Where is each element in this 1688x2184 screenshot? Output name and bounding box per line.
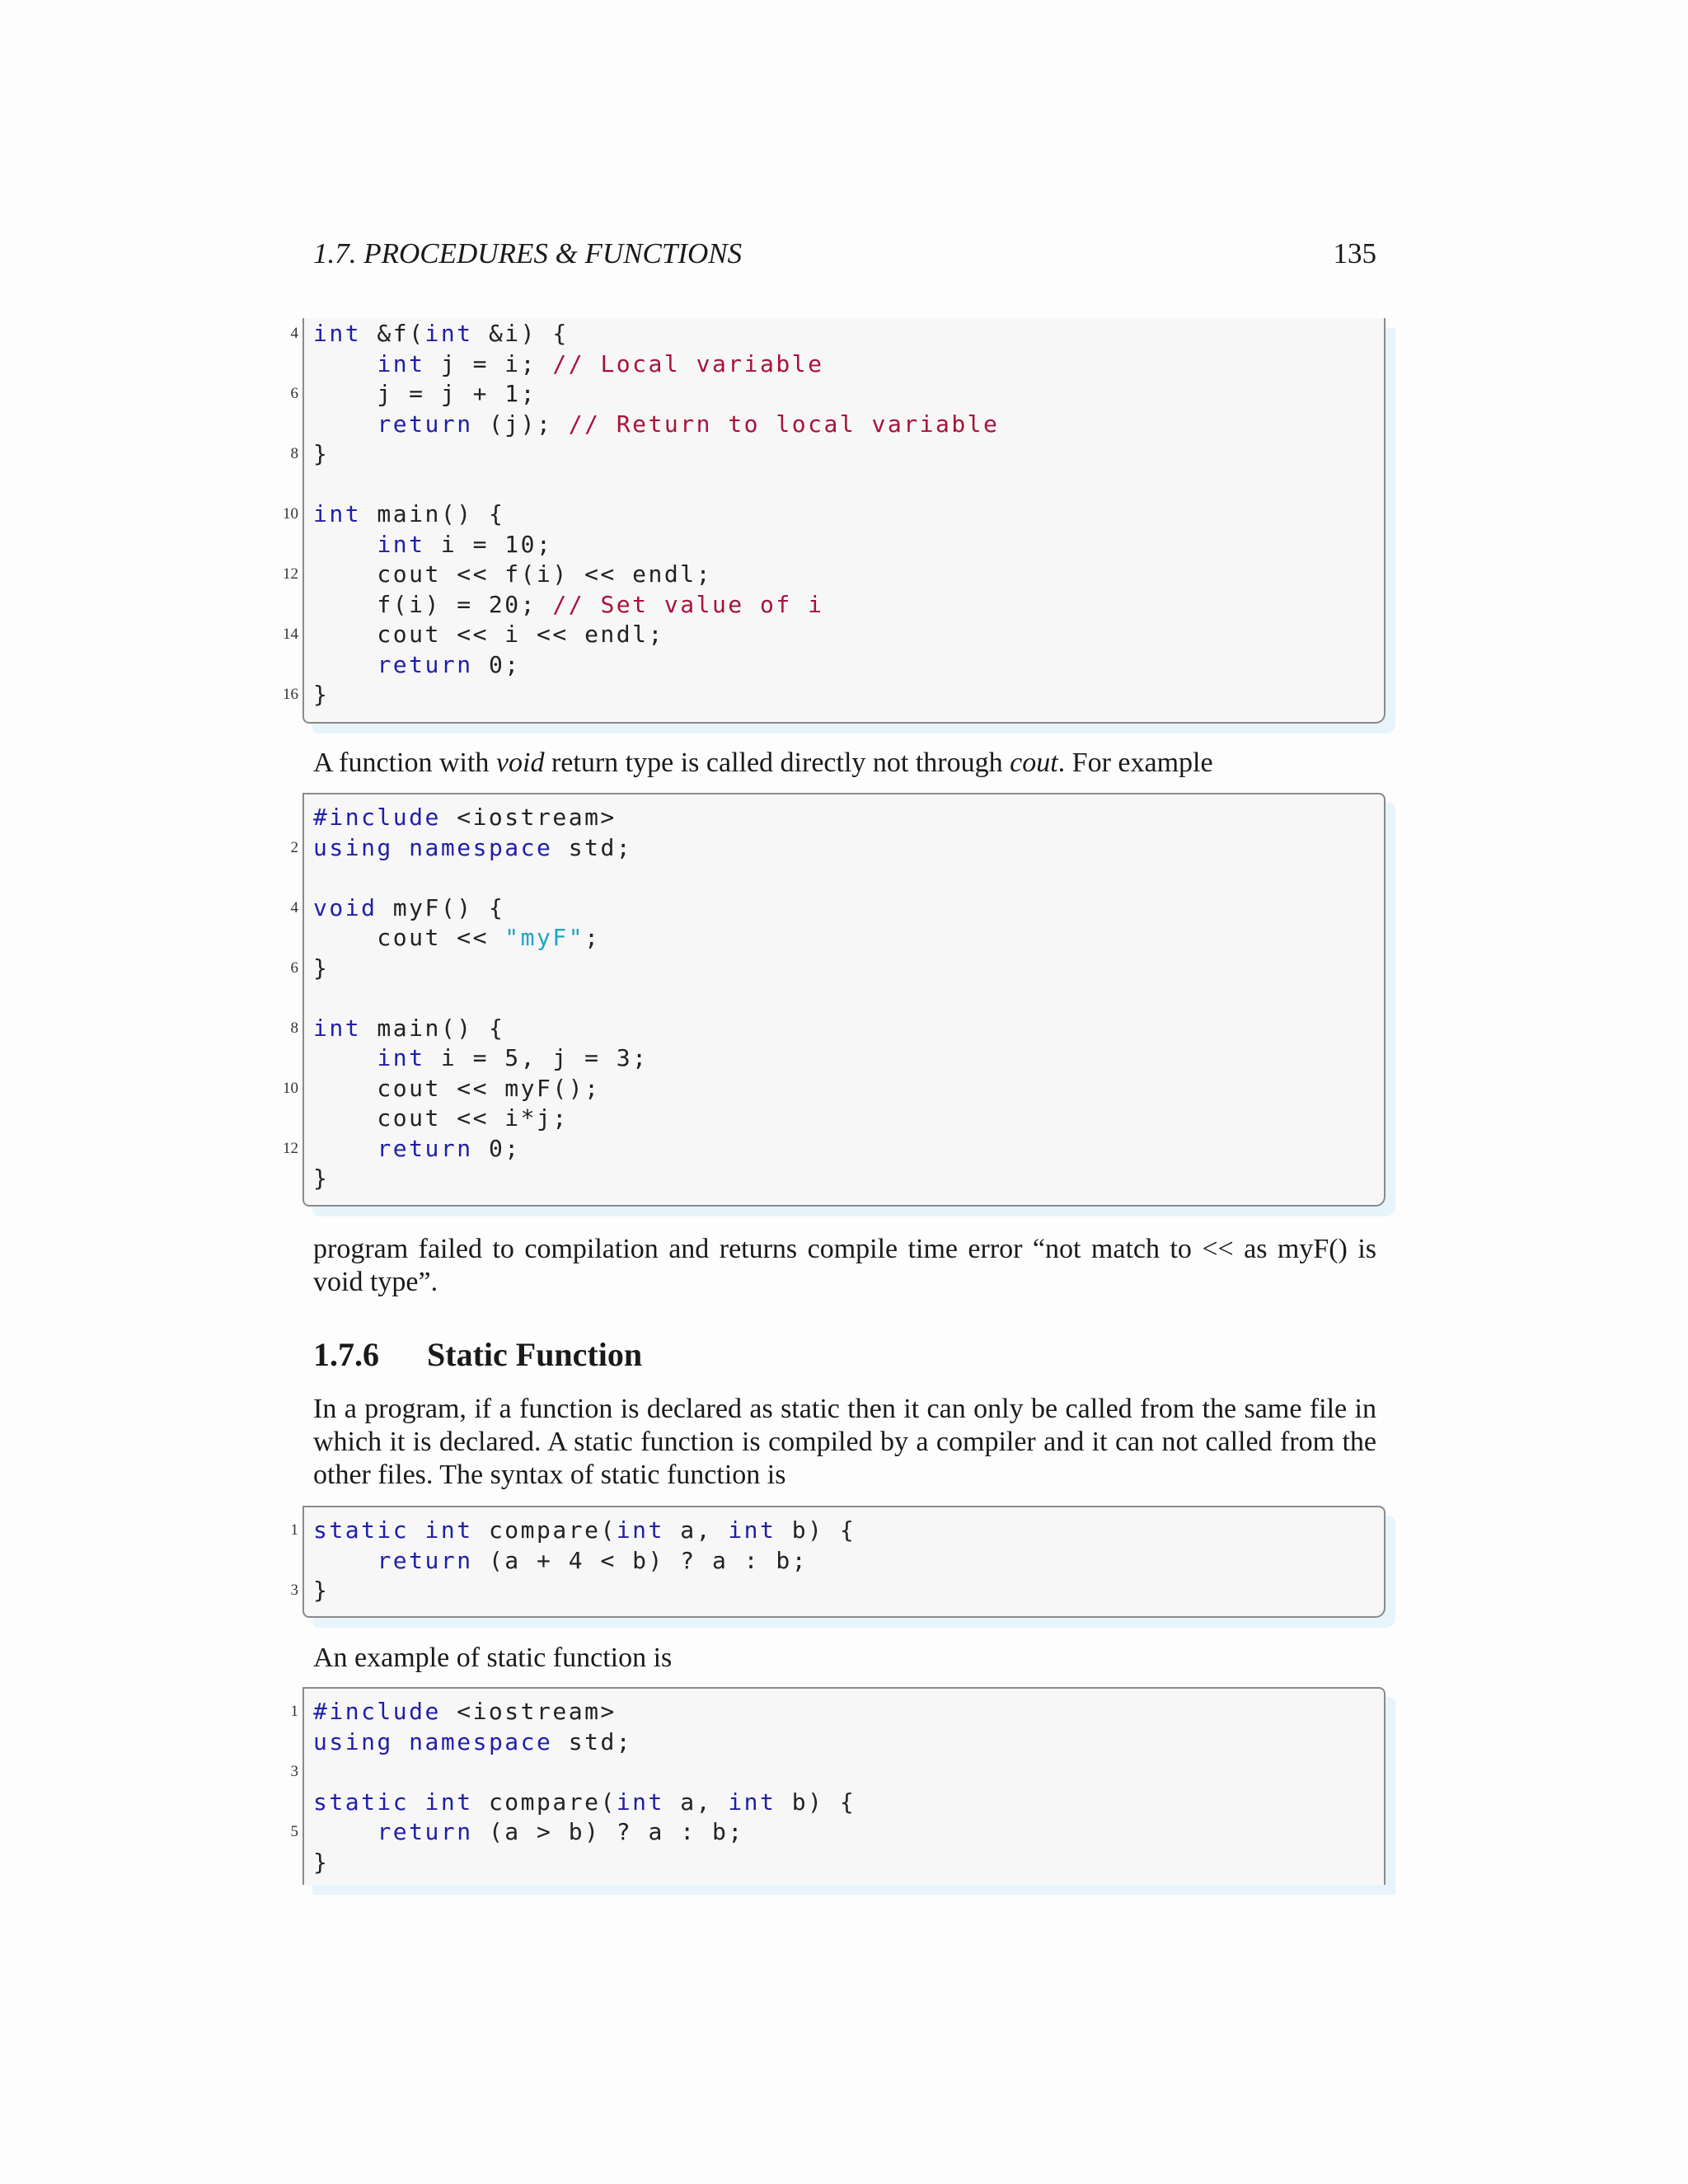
code-line: } bbox=[313, 440, 330, 467]
line-number: 8 bbox=[290, 1019, 298, 1037]
section-title: Static Function bbox=[427, 1336, 643, 1373]
code-line: int main() { bbox=[313, 1014, 505, 1042]
code-line: return 0; bbox=[377, 650, 521, 678]
code-line: int &f(int &i) { bbox=[313, 320, 569, 347]
page-header bbox=[313, 237, 1376, 270]
line-number: 14 bbox=[283, 626, 298, 643]
section-heading bbox=[313, 1335, 642, 1374]
code-line: int j = i; // Local variable bbox=[377, 349, 824, 377]
emph-void: void bbox=[495, 748, 545, 778]
emph-cout: cout bbox=[1010, 748, 1058, 778]
line-number bbox=[264, 469, 298, 499]
code-line: using namespace std; bbox=[313, 833, 633, 861]
line-number bbox=[264, 409, 298, 439]
code-line: int i = 10; bbox=[377, 530, 553, 558]
paragraph-void-intro: A function with void return type is called directly not through cout. For example bbox=[313, 748, 1213, 778]
code-line: cout << "myF"; bbox=[313, 924, 601, 951]
line-number: 12 bbox=[283, 1139, 298, 1157]
paragraph-static-intro: In a program, if a function is declared as static then it can only be called from the same file in which it is declared. A static function is compiled by a compiler and it can not called from the other files. The syntax of static function is bbox=[313, 1394, 1376, 1490]
code-line: #include <iostream> bbox=[313, 1698, 617, 1725]
code-line: } bbox=[313, 1848, 330, 1876]
line-number: 4 bbox=[290, 898, 298, 916]
line-number bbox=[264, 1043, 298, 1073]
paragraph-static-example: An example of static function is bbox=[313, 1643, 673, 1673]
line-number: 8 bbox=[290, 445, 298, 462]
code-line: } bbox=[313, 1577, 330, 1604]
code-line: cout << i << endl; bbox=[313, 621, 664, 648]
code-line: return (a > b) ? a : b; bbox=[377, 1818, 744, 1845]
line-number bbox=[264, 1163, 298, 1193]
line-number: 6 bbox=[290, 958, 298, 977]
code-line: using namespace std; bbox=[313, 1727, 633, 1755]
line-number: 10 bbox=[283, 505, 298, 523]
code-line: f(i) = 20; // Set value of i bbox=[313, 590, 824, 618]
line-number bbox=[264, 349, 298, 379]
line-number: 1 bbox=[290, 1703, 298, 1720]
line-number bbox=[264, 1787, 298, 1817]
code-line: return (j); // Return to local variable bbox=[377, 410, 1000, 438]
page-number: 135 bbox=[1333, 237, 1376, 269]
code-line: int i = 5, j = 3; bbox=[377, 1044, 649, 1071]
code-line: cout << myF(); bbox=[313, 1074, 601, 1102]
line-number: 16 bbox=[283, 686, 298, 703]
line-number: 6 bbox=[290, 385, 298, 402]
paragraph-compile-error: program failed to compilation and returns compile time error “not match to << as myF() is void type”. bbox=[313, 1234, 1376, 1297]
line-number bbox=[264, 529, 298, 560]
code-line: int main() { bbox=[313, 500, 505, 527]
line-number bbox=[264, 922, 298, 953]
code-line: return 0; bbox=[377, 1134, 521, 1162]
code-line: cout << i*j; bbox=[313, 1104, 569, 1132]
line-number bbox=[264, 982, 298, 1013]
code-line: } bbox=[313, 1165, 330, 1192]
running-title: 1.7. PROCEDURES & FUNCTIONS bbox=[313, 237, 743, 269]
code-line: #include <iostream> bbox=[313, 804, 617, 831]
code-line: } bbox=[313, 954, 330, 982]
line-number bbox=[264, 862, 298, 893]
line-number bbox=[264, 1847, 298, 1877]
code-line: static int compare(int a, int b) { bbox=[313, 1788, 856, 1816]
line-number: 1 bbox=[290, 1521, 298, 1539]
code-line: void myF() { bbox=[313, 893, 505, 921]
code-line: cout << f(i) << endl; bbox=[313, 560, 712, 588]
code-line: return (a + 4 < b) ? a : b; bbox=[377, 1546, 809, 1574]
line-number bbox=[264, 1103, 298, 1133]
line-number: 10 bbox=[283, 1079, 298, 1097]
code-line: j = j + 1; bbox=[313, 380, 537, 407]
line-number bbox=[264, 1545, 298, 1576]
line-number: 3 bbox=[290, 1763, 298, 1780]
section-number: 1.7.6 bbox=[313, 1336, 379, 1373]
code-line: } bbox=[313, 681, 330, 708]
line-number bbox=[264, 649, 298, 680]
line-number: 2 bbox=[290, 838, 298, 856]
line-number bbox=[264, 802, 298, 832]
line-number bbox=[264, 1727, 298, 1757]
line-number bbox=[264, 589, 298, 620]
line-number: 5 bbox=[290, 1823, 298, 1840]
code-line: static int compare(int a, int b) { bbox=[313, 1516, 856, 1544]
line-number: 3 bbox=[290, 1582, 298, 1599]
line-number: 4 bbox=[290, 325, 298, 342]
line-number: 12 bbox=[283, 565, 298, 583]
